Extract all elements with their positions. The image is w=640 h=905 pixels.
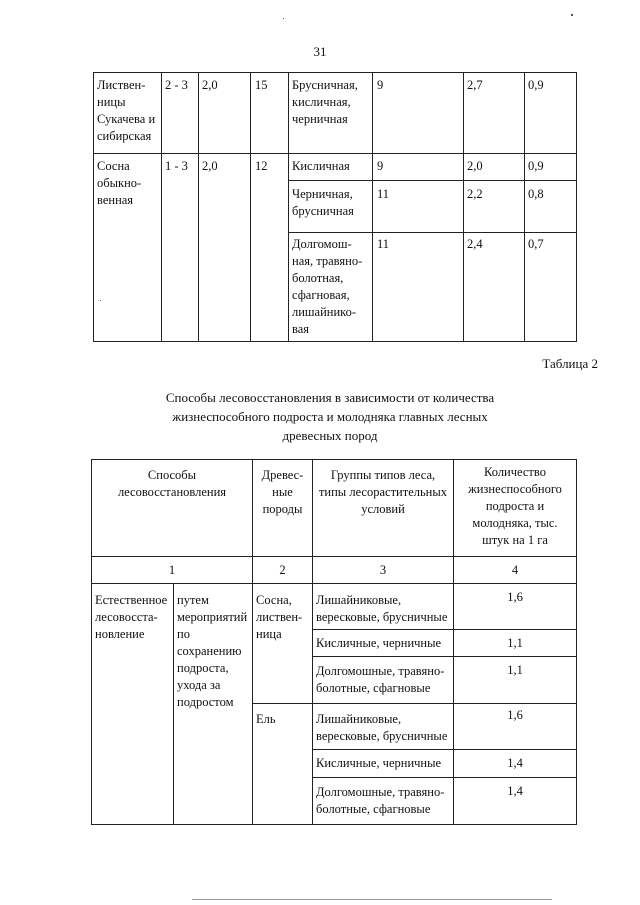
table1-cell: 15 — [255, 78, 268, 92]
table1-cell: 12 — [255, 159, 268, 173]
forest-type: Долгомошные, травяно- болотные, сфагновые — [316, 664, 445, 695]
table1-cell: 1 - 3 — [165, 159, 188, 173]
table1-cell: 0,9 — [528, 159, 544, 173]
table2-header-quantity: Количество жизнеспособного подроста и молодняка, тыс. штук на 1 га — [468, 465, 562, 547]
quantity-value: 1,4 — [507, 784, 523, 798]
table1-species: Сосна обыкно- венная — [97, 159, 142, 207]
quantity-value: 1,4 — [507, 756, 523, 770]
table1-species: Листвен- ницы Сукачева и сибирская — [97, 78, 156, 143]
species-pine-larch: Сосна, листвен- ница — [256, 593, 303, 641]
table2-header-methods: Способы лесовосстановления — [117, 468, 227, 499]
forest-type: Долгомошные, травяно- болотные, сфагновые — [316, 785, 445, 816]
table1-cell: 2,7 — [467, 78, 483, 92]
table1-cell: 9 — [377, 78, 384, 92]
quantity-value: 1,6 — [507, 590, 523, 604]
quantity-value: 1,1 — [507, 663, 523, 677]
table1-cell: 2,4 — [467, 237, 483, 251]
table2-label: Таблица 2 — [542, 356, 598, 371]
table1-cell: 2,0 — [202, 159, 218, 173]
forest-type: Кисличные, черничные — [316, 636, 442, 650]
table1-cell: 0,8 — [528, 187, 544, 201]
table1-cell: 2,2 — [467, 187, 483, 201]
forest-type: Лишайниковые, вересковые, брусничные — [316, 593, 448, 624]
table1-forest-type: Долгомош- ная, травяно- болотная, сфагновая, лишайнико- вая — [292, 237, 363, 336]
scan-edge-line — [192, 899, 552, 900]
table1-cell: 0,9 — [528, 78, 544, 92]
forest-type: Кисличные, черничные — [316, 756, 442, 770]
column-number: 2 — [279, 563, 286, 577]
column-number: 1 — [168, 563, 176, 577]
column-number: 3 — [379, 563, 387, 577]
page-number: 31 — [313, 44, 327, 59]
quantity-value: 1,6 — [507, 708, 523, 722]
table1-cell: 0,7 — [528, 237, 544, 251]
table1-cell: 9 — [377, 159, 384, 173]
table1-forest-type: Брусничная, кисличная, черничная — [292, 78, 358, 126]
table1-cell: 2,0 — [202, 78, 218, 92]
table1-cell: 11 — [377, 187, 390, 201]
scan-speck — [283, 18, 284, 19]
table1-cell: 11 — [377, 237, 390, 251]
species-spruce: Ель — [256, 712, 276, 726]
table2-header-species: Древес- ные породы — [261, 468, 304, 516]
table1-forest-type: Черничная, брусничная — [292, 187, 354, 218]
table1-cell: 2 - 3 — [165, 78, 188, 92]
scan-speck — [100, 300, 101, 301]
forest-type: Лишайниковые, вересковые, брусничные — [316, 712, 448, 743]
submethod-text: путем мероприятий по сохранению подроста, ухода за подростом — [177, 593, 248, 709]
method-natural-regeneration: Естественное лесовосста- новление — [95, 593, 168, 641]
table2-header-forest-types: Группы типов леса, типы лесорастительных условий — [318, 468, 448, 516]
table2-title: Способы лесовосстановления в зависимости от количества жизнеспособного подроста и молодняка главных лесных древесных пород — [165, 390, 495, 443]
scan-speck — [571, 14, 573, 16]
table1-cell: 2,0 — [467, 159, 483, 173]
column-number: 4 — [511, 563, 519, 577]
table1-forest-type: Кисличная — [292, 159, 350, 173]
quantity-value: 1,1 — [507, 636, 523, 650]
